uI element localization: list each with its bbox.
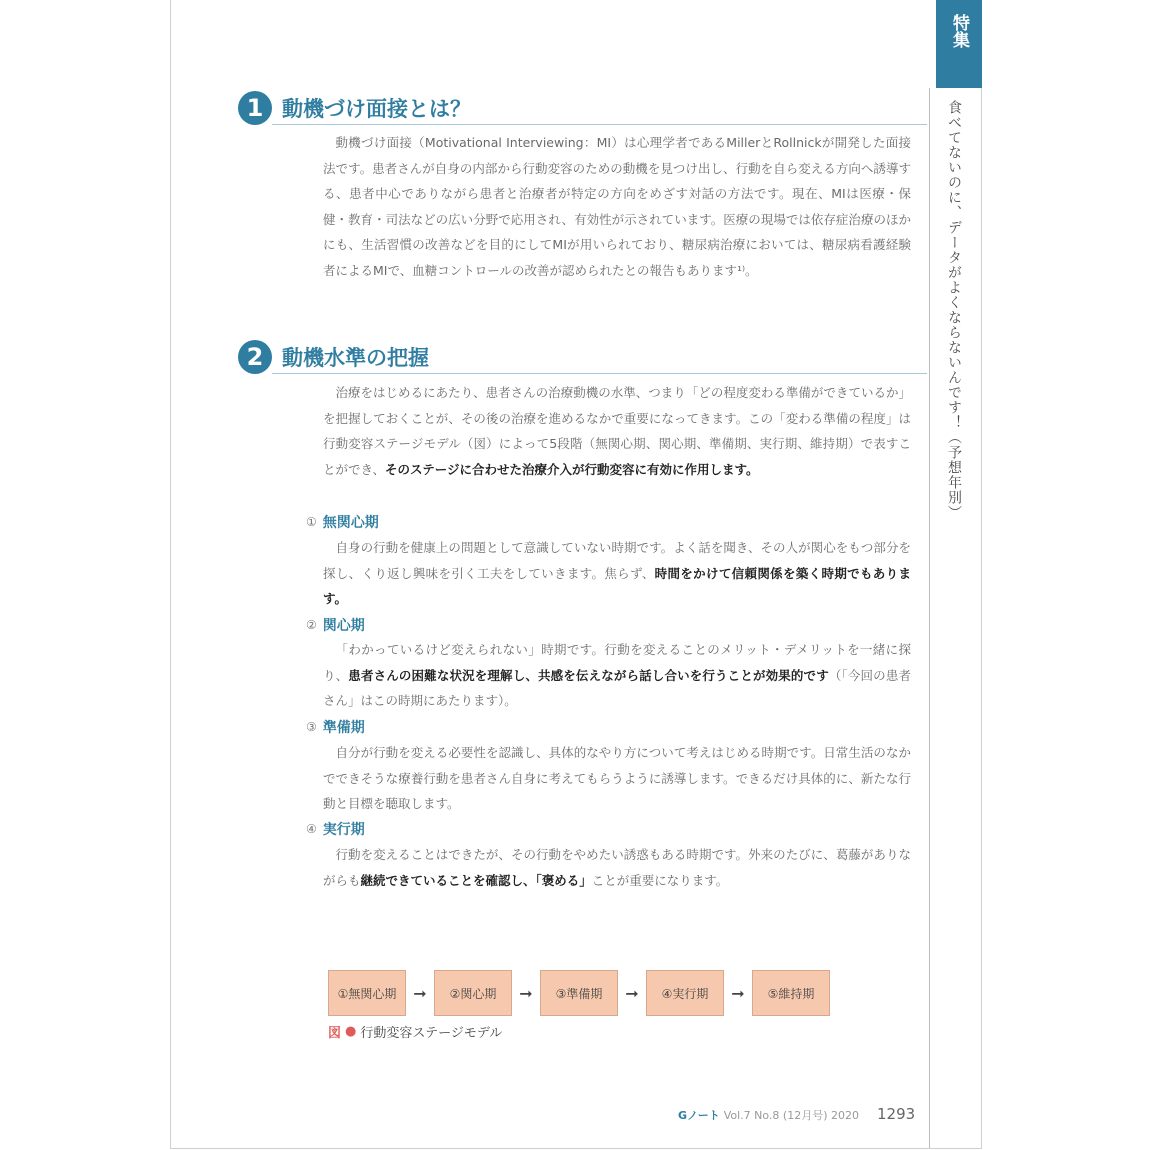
stage2-bold: 患者さんの困難な状況を理解し、共感を伝えながら話し合いを行うことが効果的です (348, 667, 829, 683)
stage2-tail: （「今回の患者さん」はこの時期にあたります）。 (323, 667, 911, 708)
stage-box-precontemplation: ①無関心期 (328, 970, 406, 1016)
stage3-body (323, 740, 911, 817)
section2-intro-bold: そのステージに合わせた治療介入が行動変容に有効に作用します。 (385, 461, 759, 477)
stage2-heading (306, 615, 365, 635)
section2-heading (238, 340, 429, 374)
feature-tab-label: 特集 (949, 14, 969, 48)
caption-bullet-icon: ● (345, 1024, 357, 1039)
footer-issue: Vol.7 No.8 (12月号) 2020 (723, 1109, 859, 1122)
section2-rule (272, 373, 927, 374)
stage1-text: 自身の行動を健康上の問題として意識していない時期です。よく話を聞き、その人が関心をもつ部分を探し、くり返し興味を引く工夫をしていきます。焦らず、 (323, 540, 911, 581)
section2-intro-text: 治療をはじめるにあたり、患者さんの治療動機の水準、つまり「どの程度変わる準備ができているか」を把握しておくことが、その後の治療を進めるなかで重要になってきます。この「変わる準備の程度」は行動変容ステージモデル（図）によって5段階（無関心期、関心期、準備期、実行期、維持期）で表すことができ、 (323, 385, 911, 477)
section2-number: 2 (238, 340, 272, 374)
stage-box-maintenance: ⑤維持期 (752, 970, 830, 1016)
arrow-right-icon: ➞ (731, 983, 745, 1003)
arrow-right-icon: ➞ (519, 983, 533, 1003)
stage1-number: ① (306, 515, 317, 529)
stage3-text: 自分が行動を変える必要性を認識し、具体的なやり方について考えはじめる時期です。日常生活のなかでできそうな療養行動を患者さん自身に考えてもらうように誘導します。できるだけ具体的に、新たな行動と目標を聴取します。 (323, 745, 911, 811)
stage1-body (323, 535, 911, 612)
stage4-bold: 継続できていることを確認し、「褒める」 (360, 872, 592, 888)
stage1-heading (306, 512, 379, 532)
stage2-title: 関心期 (322, 618, 365, 634)
section1-number: 1 (238, 91, 272, 125)
side-rule (929, 88, 930, 1148)
stage4-tail: ことが重要になります。 (591, 872, 729, 888)
section1-title: 動機づけ面接とは？ (282, 97, 471, 121)
page-footer (678, 1105, 915, 1123)
section1-heading (238, 91, 471, 125)
section2-intro (323, 380, 911, 482)
figure-caption (328, 1022, 502, 1041)
stage2-number: ② (306, 618, 317, 632)
stage3-number: ③ (306, 720, 317, 734)
stage4-number: ④ (306, 822, 317, 836)
stage-box-contemplation: ②関心期 (434, 970, 512, 1016)
arrow-right-icon: ➞ (413, 983, 427, 1003)
figure-label: 図 (328, 1026, 342, 1041)
stage-box-action: ④実行期 (646, 970, 724, 1016)
footer-brand: Gノート (678, 1109, 720, 1122)
feature-tab (936, 0, 982, 88)
stage-model-diagram (328, 970, 830, 1016)
stage2-text: 「わかっているけど変えられない」時期です。行動を変えることのメリット・デメリットを一緒に探り、 (323, 642, 911, 683)
stage1-bold: 時間をかけて信頼関係を築く時期でもあります。 (323, 565, 911, 606)
stage4-text: 行動を変えることはできたが、その行動をやめたい誘惑もある時期です。外来のたびに、葛藤がありながらも (323, 847, 911, 888)
side-caption: 食べてないのに、データがよくならないんです！（予想年別） (946, 100, 962, 520)
section2-title: 動機水準の把握 (282, 346, 429, 370)
arrow-right-icon: ➞ (625, 983, 639, 1003)
stage1-title: 無関心期 (322, 515, 379, 531)
stage3-heading (306, 717, 365, 737)
page-number: 1293 (876, 1105, 916, 1123)
stage-box-preparation: ③準備期 (540, 970, 618, 1016)
section1-body: 動機づけ面接（Motivational Interviewing：MI）は心理学者であるMillerとRollnickが開発した面接法です。患者さんが自身の内部から行動変容のための動機を見つけ出し、行動を自ら変える方向へ誘導する、患者中心でありながら患者と治療者が特定の方向をめざす対話の方法です。現在、MIは医療・保健・教育・司法などの広い分野で応用され、有効性が示されています。医療の現場では依存症治療のほかにも、生活習慣の改善などを目的にしてMIが用いられており、糖尿病治療においては、糖尿病看護経験者によるMIで、血糖コントロールの改善が認められたとの報告もあります¹⁾。 (323, 135, 911, 278)
stage4-heading (306, 819, 365, 839)
section1-rule (272, 124, 927, 125)
stage3-title: 準備期 (322, 720, 365, 736)
stage2-body (323, 637, 911, 714)
stage4-title: 実行期 (322, 822, 365, 838)
figure-caption-text: 行動変容ステージモデル (360, 1026, 503, 1041)
stage4-body (323, 842, 911, 893)
